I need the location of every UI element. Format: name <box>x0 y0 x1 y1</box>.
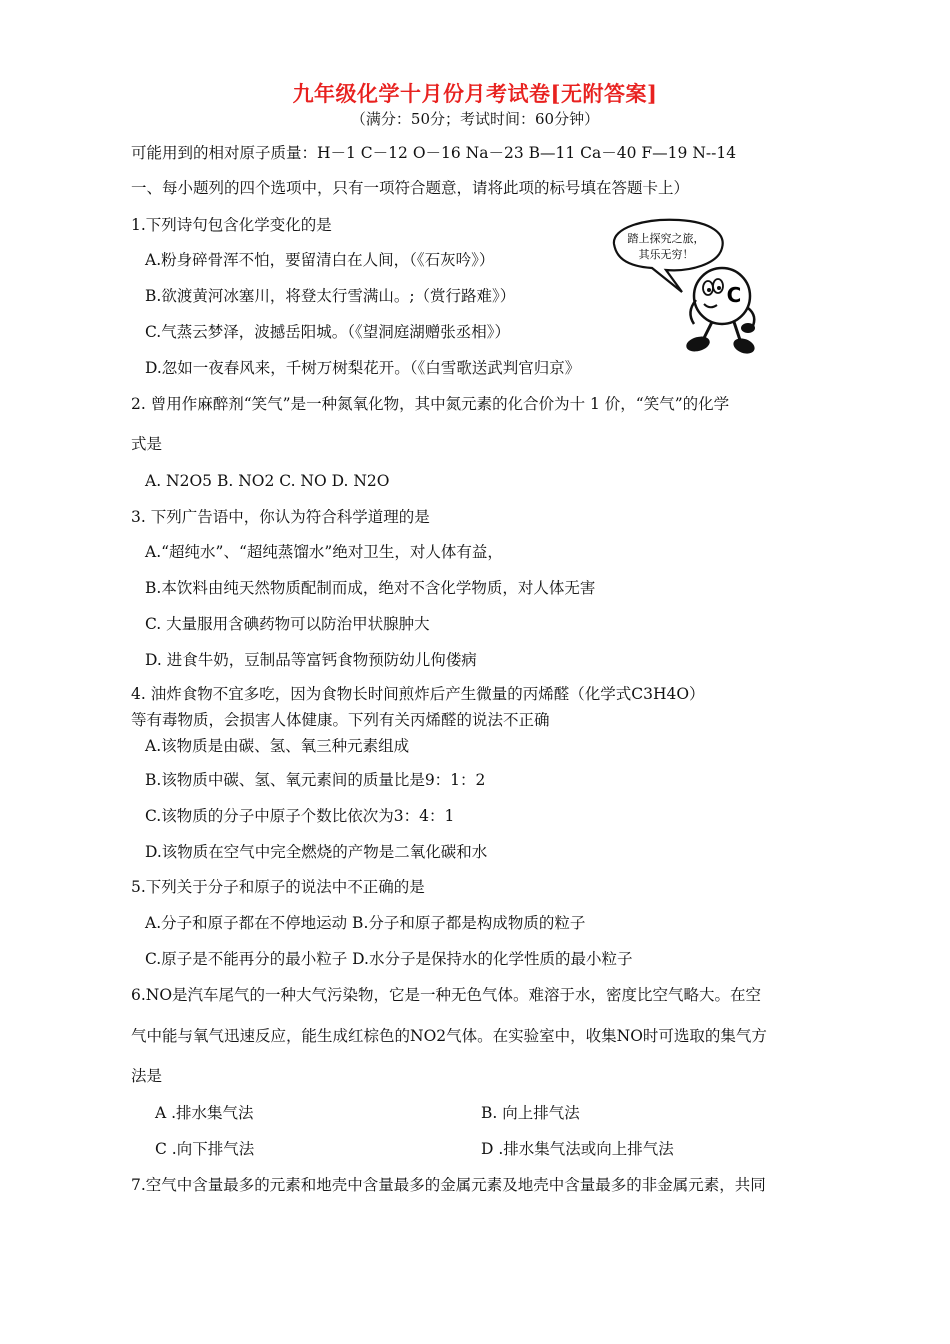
q6-stem-line3: 法是 <box>131 1067 163 1085</box>
q3-option-b: B.本饮料由纯天然物质配制而成，绝对不含化学物质，对人体无害 <box>145 579 596 597</box>
q4-option-b: B.该物质中碳、氢、氧元素间的质量比是9：1：2 <box>145 771 486 789</box>
q1-option-b: B.欲渡黄河冰塞川，将登太行雪满山。;（赏行路难》） <box>145 287 516 305</box>
q5-options-cd: C.原子是不能再分的最小粒子 D.水分子是保持水的化学性质的最小粒子 <box>145 950 633 968</box>
q5-stem: 5.下列关于分子和原子的说法中不正确的是 <box>131 878 425 896</box>
q1-option-c: C.气蒸云梦泽，波撼岳阳城。（《望洞庭湖赠张丞相》） <box>145 323 510 341</box>
q1-option-a: A.粉身碎骨浑不怕，要留清白在人间，（《石灰吟》） <box>145 251 495 269</box>
q2-stem-line2: 式是 <box>131 435 163 453</box>
q4-option-a: A.该物质是由碳、氢、氧三种元素组成 <box>145 737 410 755</box>
q6-stem-line1: 6.NO是汽车尾气的一种大气污染物，它是一种无色气体。难溶于水，密度比空气略大。在空 <box>131 986 762 1004</box>
q6-option-b: B. 向上排气法 <box>481 1104 580 1122</box>
q4-stem-line2: 等有毒物质，会损害人体健康。下列有关丙烯醛的说法不正确 <box>131 711 550 729</box>
hand-icon <box>741 323 755 333</box>
q7-stem-line1: 7.空气中含量最多的元素和地壳中含量最多的金属元素及地壳中含量最多的非金属元素，共同 <box>131 1176 766 1194</box>
q4-stem-line1: 4. 油炸食物不宜多吃，因为食物长时间煎炸后产生微量的丙烯醛（化学式C3H4O） <box>131 685 705 703</box>
q3-option-a: A.“超纯水”、“超纯蒸馏水”绝对卫生，对人体有益， <box>145 543 503 561</box>
q6-option-a: A .排水集气法 <box>155 1104 254 1122</box>
q6-option-d: D .排水集气法或向上排气法 <box>481 1140 674 1158</box>
mascot-illustration <box>604 216 764 364</box>
q1-stem: 1.下列诗句包含化学变化的是 <box>131 216 332 234</box>
q3-option-c: C. 大量服用含碘药物可以防治甲状腺肿大 <box>145 615 430 633</box>
exam-subtitle: （满分：50分；考试时间：60分钟） <box>350 110 600 128</box>
q6-stem-line2: 气中能与氧气迅速反应，能生成红棕色的NO2气体。在实验室中，收集NO时可选取的集气方 <box>131 1027 767 1045</box>
q4-option-c: C.该物质的分子中原子个数比依次为3：4：1 <box>145 807 455 825</box>
q6-option-c: C .向下排气法 <box>155 1140 255 1158</box>
mascot-body-icon <box>694 268 750 324</box>
q3-option-d: D. 进食牛奶，豆制品等富钙食物预防幼儿佝偻病 <box>145 651 477 669</box>
q1-option-d: D.忽如一夜春风来，千树万树梨花开。（《白雪歌送武判官归京》 <box>145 359 581 377</box>
q2-stem-line1: 2. 曾用作麻醉剂“笑气”是一种氮氧化物，其中氮元素的化合价为十 1 价，“笑气”的化学 <box>131 395 730 413</box>
q3-stem: 3. 下列广告语中，你认为符合科学道理的是 <box>131 508 430 526</box>
section-one-instructions: 一、每小题列的四个选项中，只有一项符合题意，请将此项的标号填在答题卡上） <box>131 179 690 197</box>
atomic-masses: 可能用到的相对原子质量：H－1 C－12 O－16 Na－23 B—11 Ca－40 F—19 N--14 <box>131 144 737 162</box>
q2-options: A. N2O5 B. NO2 C. NO D. N2O <box>145 472 390 490</box>
exam-title: 九年级化学十月份月考试卷[无附答案] <box>292 81 658 106</box>
left-shoe-icon <box>685 334 712 354</box>
mascot-letter: C <box>726 283 742 307</box>
right-shoe-icon <box>731 336 756 357</box>
q4-option-d: D.该物质在空气中完全燃烧的产物是二氧化碳和水 <box>145 843 488 861</box>
q5-options-ab: A.分子和原子都在不停地运动 B.分子和原子都是构成物质的粒子 <box>145 914 586 932</box>
bubble-text-line2: 其乐无穷！ <box>638 248 694 261</box>
bubble-text-line1: 踏上探究之旅， <box>627 232 705 245</box>
